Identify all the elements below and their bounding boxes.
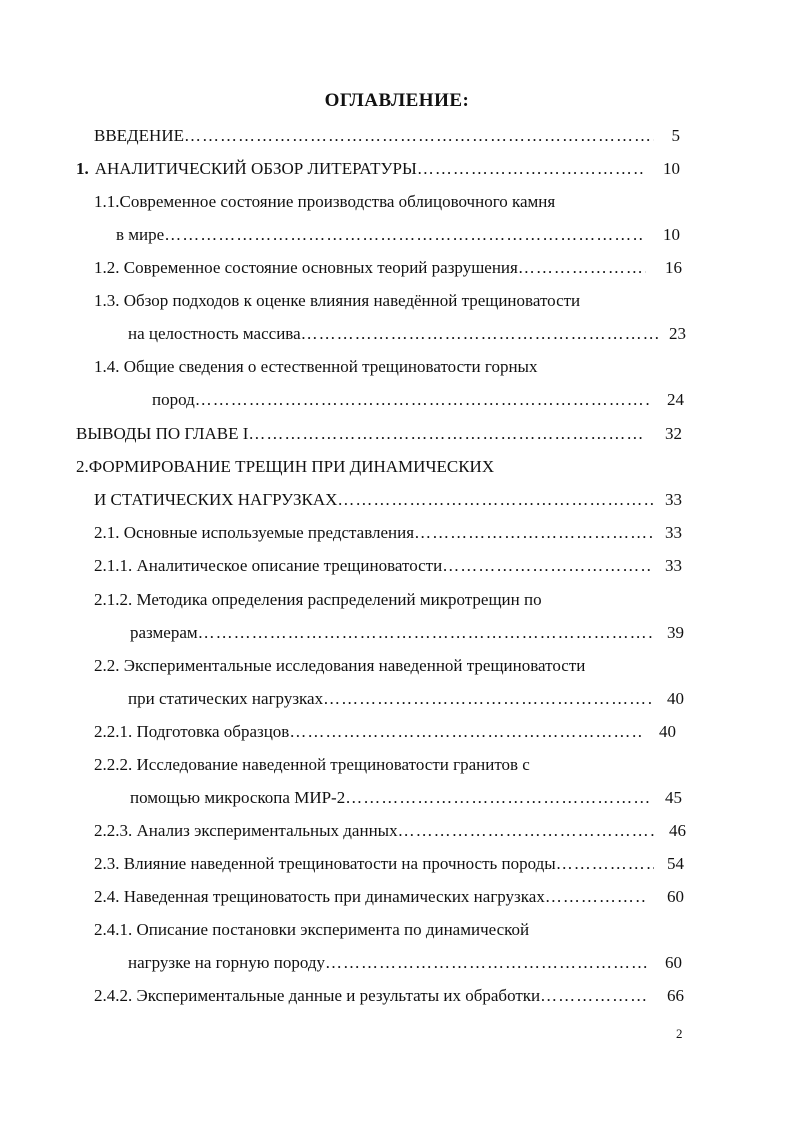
toc-entry-2-1-2-line2 bbox=[130, 622, 654, 644]
toc-entry-2-2-1 bbox=[94, 721, 644, 743]
entry-text: размерам bbox=[130, 623, 198, 642]
entry-number: 1. bbox=[76, 159, 89, 178]
entry-text: АНАЛИТИЧЕСКИЙ ОБЗОР ЛИТЕРАТУРЫ bbox=[94, 159, 417, 178]
toc-entry-1-1-line1: 1.1.Современное состояние производства облицовочного камня bbox=[94, 192, 556, 211]
faint-stamp bbox=[477, 529, 588, 563]
entry-page: 32 bbox=[665, 424, 682, 443]
entry-text: помощью микроскопа МИР-2 bbox=[130, 788, 346, 807]
entry-page: 5 bbox=[671, 126, 680, 145]
entry-page: 10 bbox=[663, 159, 680, 178]
entry-page: 39 bbox=[667, 623, 684, 642]
toc-entry-chapter-1 bbox=[76, 158, 644, 180]
toc-entry-2-2-line1: 2.2. Экспериментальные исследования наведенной трещиноватости bbox=[94, 656, 586, 675]
entry-text: 2.4. Наведенная трещиноватость при динамических нагрузках bbox=[94, 887, 545, 906]
entry-text: 2.2.1. Подготовка образцов bbox=[94, 722, 290, 741]
entry-text: в мире bbox=[116, 225, 165, 244]
entry-text: И СТАТИЧЕСКИХ НАГРУЗКАХ bbox=[94, 490, 338, 509]
entry-page: 33 bbox=[665, 523, 682, 542]
entry-text: пород bbox=[152, 390, 195, 409]
page-number: 2 bbox=[676, 1026, 683, 1041]
toc-entry-1-4-line2 bbox=[152, 389, 650, 411]
toc-entry-2-2-line2 bbox=[128, 688, 654, 710]
entry-page: 45 bbox=[665, 788, 682, 807]
toc-entry-conclusions-1 bbox=[76, 423, 646, 445]
entry-page: 40 bbox=[667, 689, 684, 708]
toc-entry-intro bbox=[94, 125, 654, 147]
toc-entry-2-1-1 bbox=[94, 555, 652, 577]
entry-page: 23 bbox=[669, 324, 686, 343]
toc-entry-chapter-2-line2 bbox=[94, 489, 654, 511]
entry-page: 33 bbox=[665, 556, 682, 575]
entry-page: 66 bbox=[667, 986, 684, 1005]
entry-page: 46 bbox=[669, 821, 686, 840]
toc-entry-2-1-2-line1: 2.1.2. Методика определения распределений микротрещин по bbox=[94, 590, 542, 609]
entry-page: 60 bbox=[667, 887, 684, 906]
entry-text: 1.2. Современное состояние основных теорий разрушения bbox=[94, 258, 518, 277]
toc-entry-1-1-line2 bbox=[116, 224, 644, 246]
entry-page: 60 bbox=[665, 953, 682, 972]
entry-page: 40 bbox=[659, 722, 676, 741]
entry-text: 2.4.2. Экспериментальные данные и результаты их обработки bbox=[94, 986, 541, 1005]
entry-page: 33 bbox=[665, 490, 682, 509]
toc-entry-2-4 bbox=[94, 886, 648, 908]
toc-entry-2-4-1-line1: 2.4.1. Описание постановки эксперимента по динамической bbox=[94, 920, 530, 939]
toc-entry-2-3 bbox=[94, 853, 654, 875]
entry-page: 54 bbox=[667, 854, 684, 873]
entry-text: на целостность массива bbox=[128, 324, 301, 343]
toc-entry-1-4-line1: 1.4. Общие сведения о естественной трещиноватости горных bbox=[94, 357, 538, 376]
entry-text: ВЫВОДЫ ПО ГЛАВЕ I bbox=[76, 424, 249, 443]
entry-page: 16 bbox=[665, 258, 682, 277]
toc-entry-1-2 bbox=[94, 257, 646, 279]
toc-entry-chapter-2-line1: 2.ФОРМИРОВАНИЕ ТРЕЩИН ПРИ ДИНАМИЧЕСКИХ bbox=[76, 457, 495, 476]
entry-text: 2.3. Влияние наведенной трещиноватости на прочность породы bbox=[94, 854, 556, 873]
toc-entry-2-2-2-line2 bbox=[130, 787, 652, 809]
toc-entry-2-4-1-line2 bbox=[128, 952, 648, 974]
entry-text: нагрузке на горную породу bbox=[128, 953, 325, 972]
toc-title: ОГЛАВЛЕНИЕ: bbox=[324, 90, 470, 111]
entry-page: 10 bbox=[663, 225, 680, 244]
entry-text: 2.2.3. Анализ экспериментальных данных bbox=[94, 821, 398, 840]
entry-text: 2.1. Основные используемые представления bbox=[94, 523, 415, 542]
entry-text: 2.1.1. Аналитическое описание трещиноватости bbox=[94, 556, 443, 575]
entry-page: 24 bbox=[667, 390, 684, 409]
entry-text: при статических нагрузках bbox=[128, 689, 324, 708]
entry-text: ВВЕДЕНИЕ bbox=[94, 126, 184, 145]
toc-entry-1-3-line2 bbox=[128, 323, 658, 345]
toc-entry-2-2-3 bbox=[94, 820, 656, 842]
toc-entry-1-3-line1: 1.3. Обзор подходов к оценке влияния наведённой трещиноватости bbox=[94, 291, 581, 310]
toc-entry-2-4-2 bbox=[94, 985, 648, 1007]
toc-entry-2-2-2-line1: 2.2.2. Исследование наведенной трещиноватости гранитов с bbox=[94, 755, 530, 774]
